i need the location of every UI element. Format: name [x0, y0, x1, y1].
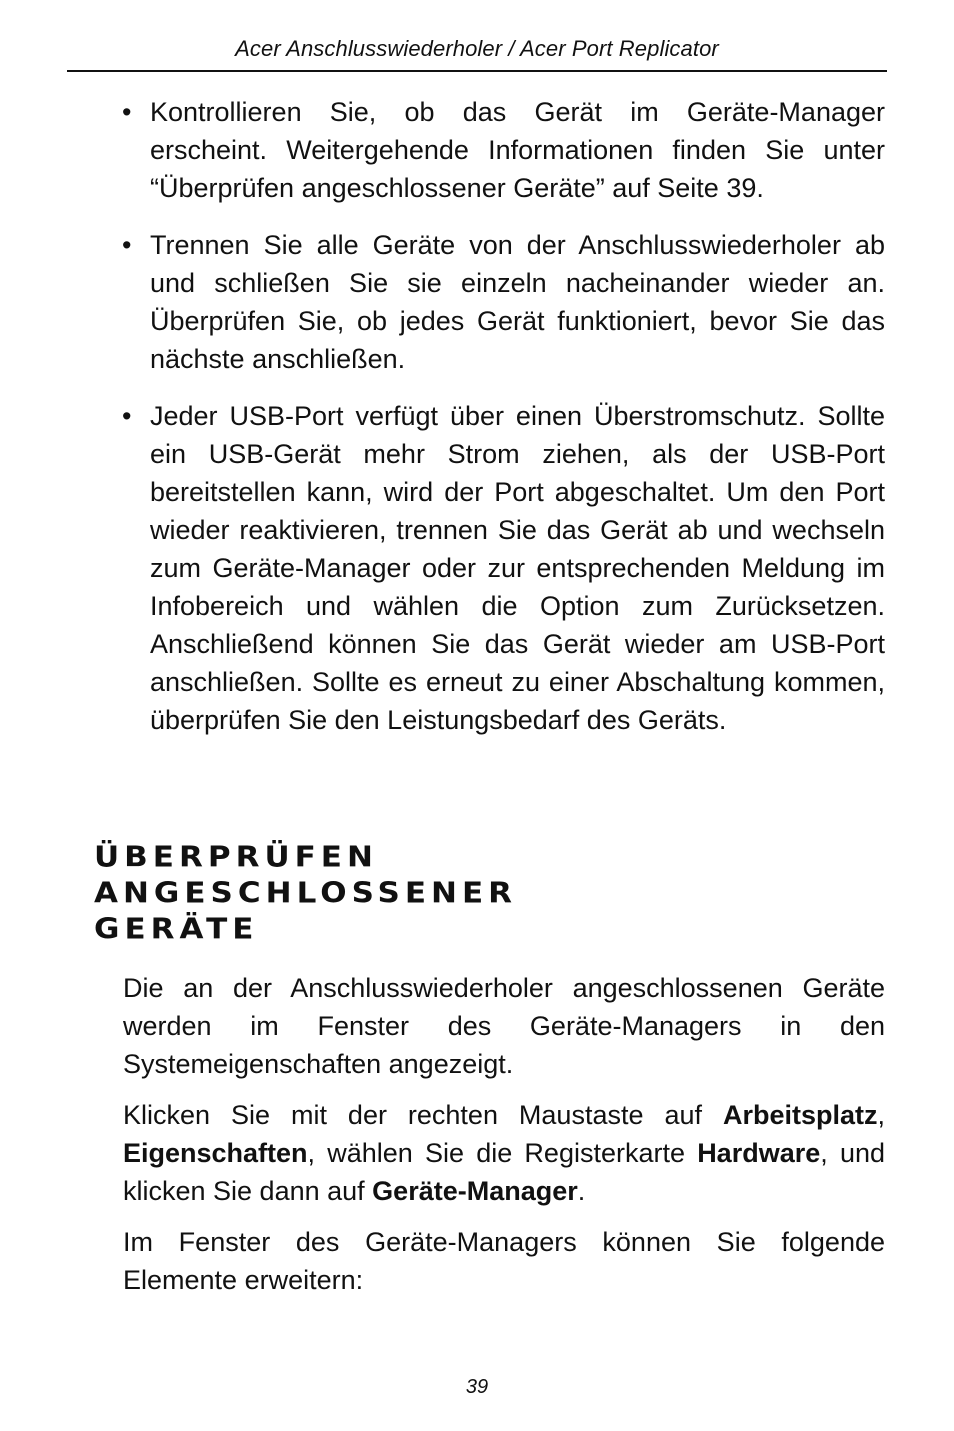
section-title-line: ANGESCHLOSSENER [94, 876, 518, 910]
ui-term-eigenschaften: Eigenschaften [123, 1138, 308, 1168]
section-body [123, 969, 885, 1312]
bullet-item [122, 226, 885, 378]
bullet-text: Jeder USB-Port verfügt über einen Überstromschutz. Sollte ein USB-Gerät mehr Strom ziehen, als der USB-Port bereitstellen kann, wird der Port abgeschaltet. Um den Port wieder reaktivieren, trennen Sie das Gerät ab und wechseln zum Geräte-Manager oder zur entsprechenden Meldung im Infobereich und wählen die Option zum Zurücksetzen. Anschließend können Sie das Gerät wieder am USB-Port anschließen. Sollte es erneut zu einer Abschaltung kommen, überprüfen Sie den Leistungsbedarf des Geräts. [150, 401, 885, 735]
section-title [94, 840, 874, 948]
ui-term-geraete-manager: Geräte-Manager [372, 1176, 578, 1206]
bullet-item [122, 93, 885, 207]
bullet-text: Kontrollieren Sie, ob das Gerät im Geräte-Manager erscheint. Weitergehende Informationen finden Sie unter “Überprüfen angeschlossener Geräte” auf Seite 39. [150, 97, 885, 203]
instruction-text: Klicken Sie mit der rechten Maustaste auf [123, 1100, 723, 1130]
instruction-text: , [877, 1100, 885, 1130]
section-title-line: ÜBERPRÜFEN [94, 840, 378, 875]
paragraph-intro: Die an der Anschlusswiederholer angeschlossenen Geräte werden im Fenster des Geräte-Managers in den Systemeigenschaften angezeigt. [123, 973, 885, 1079]
running-header: Acer Anschlusswiederholer / Acer Port Replicator [235, 36, 719, 61]
bullet-text: Trennen Sie alle Geräte von der Anschlusswiederholer ab und schließen Sie sie einzeln nacheinander wieder an. Überprüfen Sie, ob jedes Gerät funktioniert, bevor Sie das nächste anschließen. [150, 230, 885, 374]
section-title-line: GERÄTE [94, 912, 259, 946]
bullet-marker: • [122, 401, 132, 431]
paragraph-expand: Im Fenster des Geräte-Managers können Sie folgende Elemente erweitern: [123, 1227, 885, 1295]
instruction-text: , und klicken Sie dann auf [123, 1138, 885, 1206]
page-number: 39 [465, 1376, 489, 1398]
bullet-list [122, 93, 885, 758]
instruction-text: . [577, 1176, 586, 1206]
bullet-marker: • [122, 97, 132, 127]
instruction-text: , wählen Sie die Registerkarte [307, 1138, 698, 1168]
ui-term-hardware: Hardware [697, 1138, 821, 1168]
paragraph-instructions [123, 1096, 885, 1210]
bullet-marker: • [122, 230, 132, 260]
header-rule [67, 70, 887, 72]
ui-term-arbeitsplatz: Arbeitsplatz [722, 1100, 878, 1130]
bullet-item [122, 397, 885, 739]
